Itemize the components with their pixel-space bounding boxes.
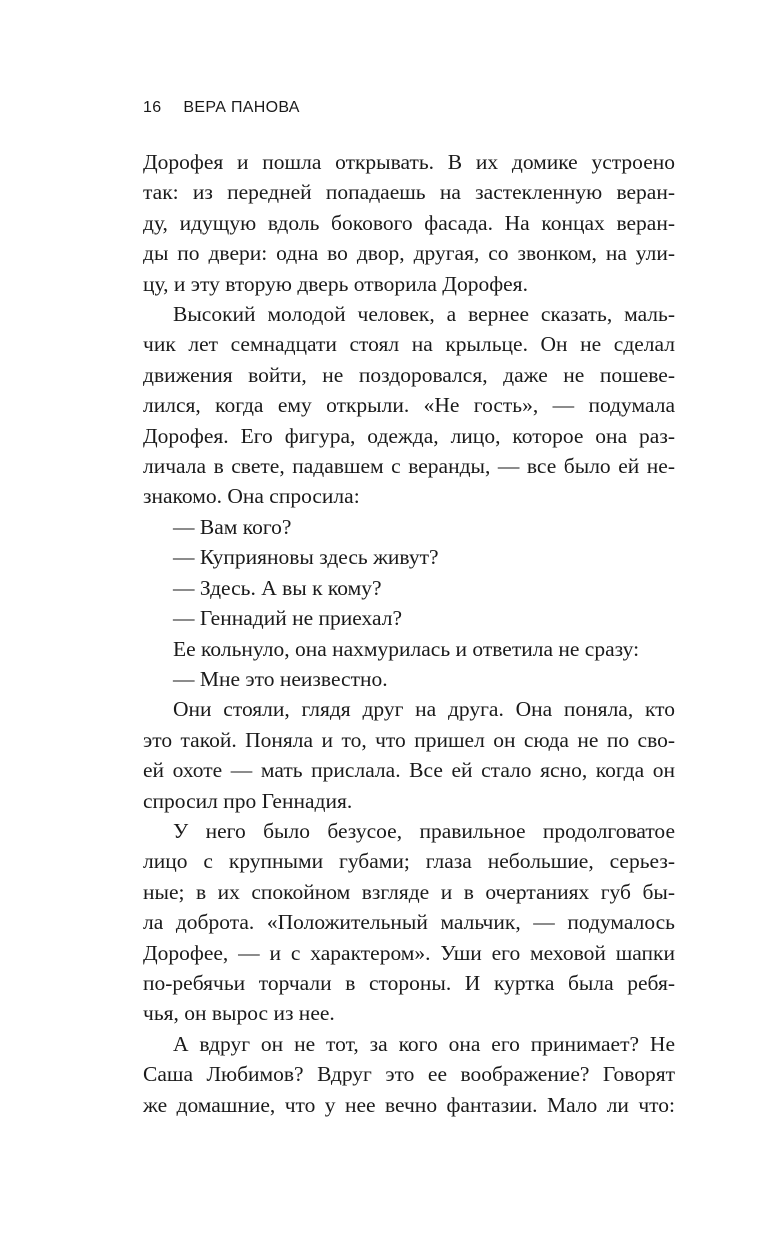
text-line: ду, идущую вдоль бокового фасада. На концах веран- xyxy=(143,210,675,235)
text-line: лицо с крупными губами; глаза небольшие, серьез- xyxy=(143,849,675,874)
text-line: ей охоте — мать прислала. Все ей стало ясно, когда он xyxy=(143,758,675,783)
text-line: личала в свете, падавшем с веранды, — все было ей не- xyxy=(143,454,675,479)
text-line: Ее кольнуло, она нахмурилась и ответила не сразу: xyxy=(173,636,640,661)
text-line: Они стояли, глядя друг на друга. Она поняла, кто xyxy=(173,697,675,722)
text-line: ла доброта. «Положительный мальчик, — подумалось xyxy=(143,910,675,935)
text-line: чья, он вырос из нее. xyxy=(143,1001,335,1026)
author-name: ВЕРА ПАНОВА xyxy=(183,99,300,116)
text-line: чик лет семнадцати стоял на крыльце. Он не сделал xyxy=(143,332,675,357)
text-line: Саша Любимов? Вдруг это ее воображение? Говорят xyxy=(143,1062,675,1087)
text-line: движения войти, не поздоровался, даже не пошеве- xyxy=(143,362,675,387)
text-line: У него было безусое, правильное продолговатое xyxy=(173,818,675,843)
text-line: так: из передней попадаешь на застекленную веран- xyxy=(143,180,675,205)
text-line: это такой. Поняла и то, что пришел он сюда не по сво- xyxy=(143,727,675,752)
body-text xyxy=(143,147,675,1120)
text-line: спросил про Геннадия. xyxy=(143,788,353,813)
text-line: же домашние, что у нее вечно фантазии. Мало ли что: xyxy=(143,1092,675,1117)
text-line: Высокий молодой человек, а вернее сказать, маль- xyxy=(173,302,675,327)
dialogue-line: — Куприяновы здесь живут? xyxy=(173,545,439,570)
running-head xyxy=(143,99,300,117)
page-number: 16 xyxy=(143,99,162,116)
dialogue-line: — Здесь. А вы к кому? xyxy=(173,575,382,600)
text-line: лился, когда ему открыли. «Не гость», — подумала xyxy=(143,393,675,418)
text-line: Дорофея. Его фигура, одежда, лицо, которое она раз- xyxy=(143,423,675,448)
dialogue-line: — Мне это неизвестно. xyxy=(173,666,388,691)
dialogue-line: — Вам кого? xyxy=(173,514,292,539)
text-line: знакомо. Она спросила: xyxy=(143,484,360,509)
text-line: Дорофея и пошла открывать. В их домике устроено xyxy=(143,150,675,174)
dialogue-line: — Геннадий не приехал? xyxy=(173,606,403,631)
text-line: по-ребячьи торчали в стороны. И куртка была ребя- xyxy=(143,970,675,995)
text-line: А вдруг он не тот, за кого она его принимает? Не xyxy=(173,1031,675,1056)
text-line: ды по двери: одна во двор, другая, со звонком, на ули- xyxy=(143,241,675,266)
text-line: цу, и эту вторую дверь отворила Дорофея. xyxy=(143,271,528,296)
text-line: ные; в их спокойном взгляде и в очертаниях губ бы- xyxy=(143,879,675,904)
text-line: Дорофее, — и с характером». Уши его меховой шапки xyxy=(143,940,675,965)
